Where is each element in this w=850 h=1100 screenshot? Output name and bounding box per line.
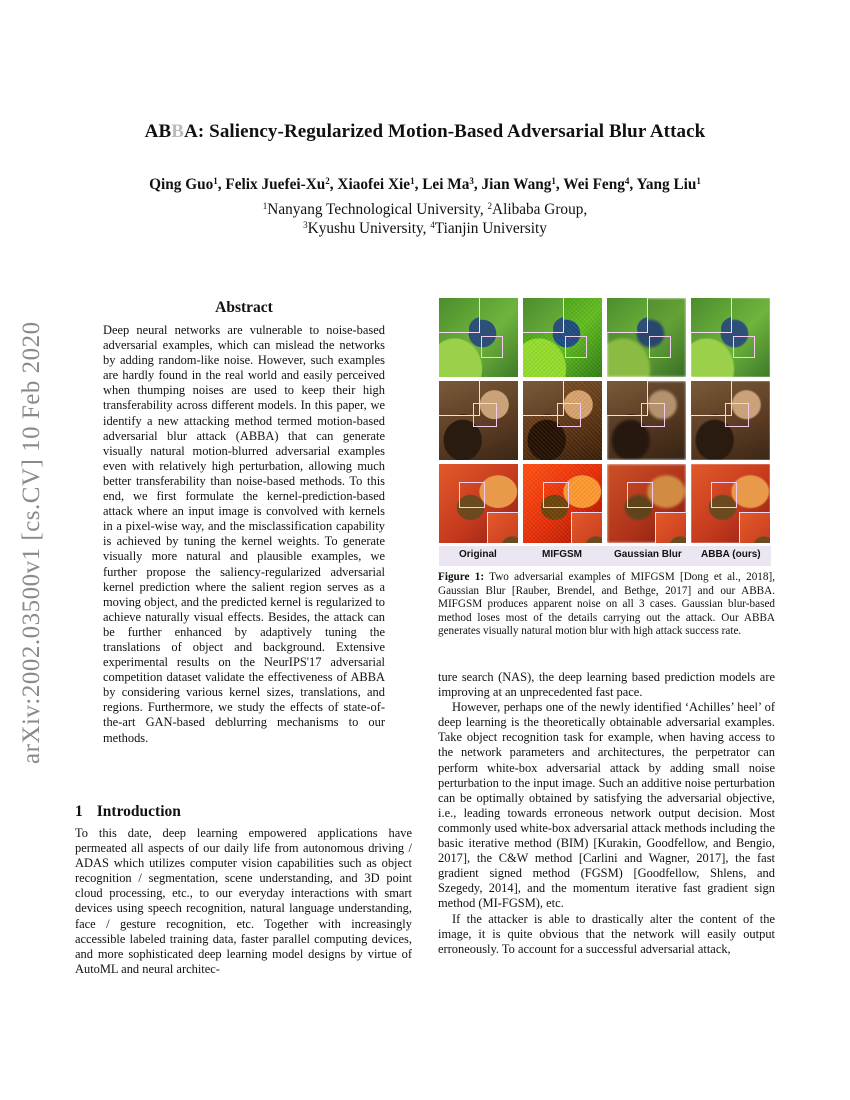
intro-paragraph: ture search (NAS), the deep learning based prediction models are improving at an unprecedented fast pace. bbox=[438, 670, 775, 700]
author-affiliation-mark: 2 bbox=[325, 176, 330, 186]
figure-label-abba: ABBA (ours) bbox=[701, 549, 761, 560]
figure-thumbnail-hummingbird bbox=[523, 298, 602, 377]
caption-text: Two adversarial examples of MIFGSM [Dong et al., 2018], Gaussian Blur [Rauber, Brendel, and Bethge, 2017] and our ABBA. MIFGSM produces apparent noise on all 3 cases. Gaussian blur-based method loses most of the details carrying out the attack. Our ABBA generates visually natural motion blur with high attack success rate. bbox=[438, 571, 775, 638]
affiliation-name: Alibaba Group, bbox=[492, 201, 588, 218]
author-affiliation-mark: 1 bbox=[410, 176, 415, 186]
zoom-inset bbox=[523, 298, 564, 333]
figure-thumbnail-hummingbird bbox=[439, 298, 518, 377]
zoom-region-box bbox=[627, 482, 653, 508]
zoom-region-box bbox=[557, 403, 581, 427]
zoom-region-box bbox=[711, 482, 737, 508]
abstract-body: Deep neural networks are vulnerable to noise-based adversarial examples, which can mislead the networks by adding random-like noise. However, such examples are hardly found in the real world and easily perceived when thumping noises are used to keep their high transferability across different models. In this paper, we identify a new attacking method termed motion-based adversarial blur attack (ABBA) that can generate visually natural motion-blurred adversarial examples even with relatively high perturbation, allowing much better transferability than noise-based methods. To this end, we first formulate the kernel-prediction-based attack where an input image is convolved with kernels in a pixel-wise way, and the misclassification capability is achieved by tuning the kernel weights. To generate visually more natural and plausible examples, we further propose the saliency-regularized adversarial kernel prediction where the salient region serves as a moving object, and the predicted kernel is regularized to achieve naturally visual effects. Besides, the attack can be further enhanced by adaptively tuning the translations of object and background. Extensive experimental results on the NeurIPS'17 adversarial competition dataset validate the effectiveness of ABBA by considering various kernel sizes, translations, and regions. Furthermore, we study the effects of state-of-the-art GAN-based deblurring mechanisms to our methods. bbox=[103, 323, 385, 745]
affiliation-mark: 2 bbox=[487, 201, 493, 211]
author-affiliation-mark: 4 bbox=[624, 176, 630, 186]
zoom-region-box bbox=[565, 336, 587, 358]
affiliation-name: Nanyang Technological University, bbox=[267, 201, 488, 218]
figure-thumbnail-bee bbox=[523, 464, 602, 543]
figure-1-caption bbox=[438, 571, 775, 639]
affiliations-line-1 bbox=[0, 201, 850, 219]
figure-thumbnail-bee bbox=[691, 464, 770, 543]
affiliation-mark: 1 bbox=[262, 201, 268, 211]
section-title: Introduction bbox=[96, 803, 181, 820]
author-name: Qing Guo bbox=[149, 176, 214, 193]
zoom-region-box bbox=[725, 403, 749, 427]
figure-thumbnail-hummingbird bbox=[607, 298, 686, 377]
abstract-heading: Abstract bbox=[215, 299, 273, 316]
figure-label-gaussian: Gaussian Blur bbox=[614, 549, 682, 560]
figure-thumbnail-eagle bbox=[523, 381, 602, 460]
author-name: Jian Wang bbox=[481, 176, 552, 193]
title-prefix: AB bbox=[144, 121, 172, 142]
figure-column-labels bbox=[439, 546, 771, 566]
intro-paragraph: If the attacker is able to drastically alter the content of the image, it is quite obvious that the network will easily output erroneously. To account for a successful adversarial attack, bbox=[438, 911, 775, 956]
author-list: Qing Guo$^1$, Felix Juefei-Xu$^2$, Xiaofei Xie$^1$, Lei Ma$^3$, Jian Wang$^1$, Wei Feng$^4$, Yang Liu$^1$ bbox=[149, 176, 701, 193]
intro-paragraph: To this date, deep learning empowered applications have permeated all aspects of our daily life from autonomous driving / ADAS which utilizes computer vision capabilities such as object recognition / segmentation, scene understanding, and 3D point cloud processing, etc., to our everyday interactions with smart devices using speech recognition, natural language understanding, face / gesture recognition, etc. Together with increasingly accessible labeled training data, faster parallel computing devices, and more sophisticated deep learning model designs by virtue of AutoML and neural architec- bbox=[75, 826, 412, 976]
arxiv-stamp: arXiv:2002.03500v1 [cs.CV] 10 Feb 2020 bbox=[18, 321, 45, 764]
figure-thumbnail-hummingbird bbox=[691, 298, 770, 377]
author-affiliation-mark: 3 bbox=[469, 176, 474, 186]
author-name: Xiaofei Xie bbox=[337, 176, 411, 193]
figure-1 bbox=[439, 298, 771, 566]
zoom-inset bbox=[439, 298, 480, 333]
zoom-region-box bbox=[641, 403, 665, 427]
section-number: 1 bbox=[75, 803, 83, 820]
zoom-inset bbox=[655, 512, 686, 543]
figure-thumbnail-eagle bbox=[607, 381, 686, 460]
author-name: Lei Ma bbox=[422, 176, 470, 193]
intro-paragraph: However, perhaps one of the newly identified ‘Achilles’ heel’ of deep learning is the theoretically obtainable adversarial examples. Take object recognition task for example, when having access to the network parameters and architectures, the perpetrator can perform white-box adversarial attack by adding small noise perturbation to the input image. Such an additive noise perturbation can be optimally obtained by satisfying the adversarial objective, i.e., leading towards erroneous network output decision. Most commonly used white-box adversarial attack methods including the basic iterative method (BIM) [Kurakin, Goodfellow, and Bengio, 2017], the C&W method [Carlini and Wagner, 2017], the fast gradient signed method (FGSM) [Goodfellow, Shlens, and Szegedy, 2014], and the momentum iterative fast gradient sign method (MI-FGSM), etc. bbox=[438, 700, 775, 911]
author-name: Yang Liu bbox=[636, 176, 697, 193]
author-name: Wei Feng bbox=[563, 176, 625, 193]
author-affiliation-mark: 1 bbox=[696, 176, 701, 186]
zoom-region-box bbox=[733, 336, 755, 358]
zoom-region-box bbox=[481, 336, 503, 358]
intro-left-column bbox=[75, 826, 412, 977]
affiliation-name: Tianjin University bbox=[434, 220, 547, 237]
zoom-inset bbox=[607, 298, 648, 333]
figure-thumbnail-eagle bbox=[439, 381, 518, 460]
intro-right-column bbox=[438, 670, 775, 957]
zoom-inset bbox=[691, 298, 732, 333]
caption-label: Figure 1: bbox=[438, 571, 485, 583]
zoom-inset bbox=[571, 512, 602, 543]
figure-label-original: Original bbox=[459, 549, 497, 560]
figure-thumbnail-eagle bbox=[691, 381, 770, 460]
zoom-region-box bbox=[543, 482, 569, 508]
affiliations-line-2 bbox=[0, 220, 850, 238]
figure-thumbnail-bee bbox=[439, 464, 518, 543]
zoom-inset bbox=[487, 512, 518, 543]
affiliation-mark: 4 bbox=[430, 220, 435, 230]
zoom-region-box bbox=[649, 336, 671, 358]
affiliation-mark: 3 bbox=[303, 220, 308, 230]
figure-label-mifgsm: MIFGSM bbox=[542, 549, 582, 560]
section-heading bbox=[75, 803, 181, 821]
zoom-region-box bbox=[459, 482, 485, 508]
figure-thumbnail-bee bbox=[607, 464, 686, 543]
paper-title bbox=[0, 121, 850, 143]
zoom-region-box bbox=[473, 403, 497, 427]
author-affiliation-mark: 1 bbox=[551, 176, 556, 186]
author-name: Felix Juefei-Xu bbox=[225, 176, 326, 193]
title-rest: A: Saliency-Regularized Motion-Based Adversarial Blur Attack bbox=[184, 121, 706, 142]
title-logo-letter: B bbox=[171, 121, 185, 142]
zoom-inset bbox=[739, 512, 770, 543]
affiliation-name: Kyushu University, bbox=[307, 220, 431, 237]
author-affiliation-mark: 1 bbox=[213, 176, 218, 186]
